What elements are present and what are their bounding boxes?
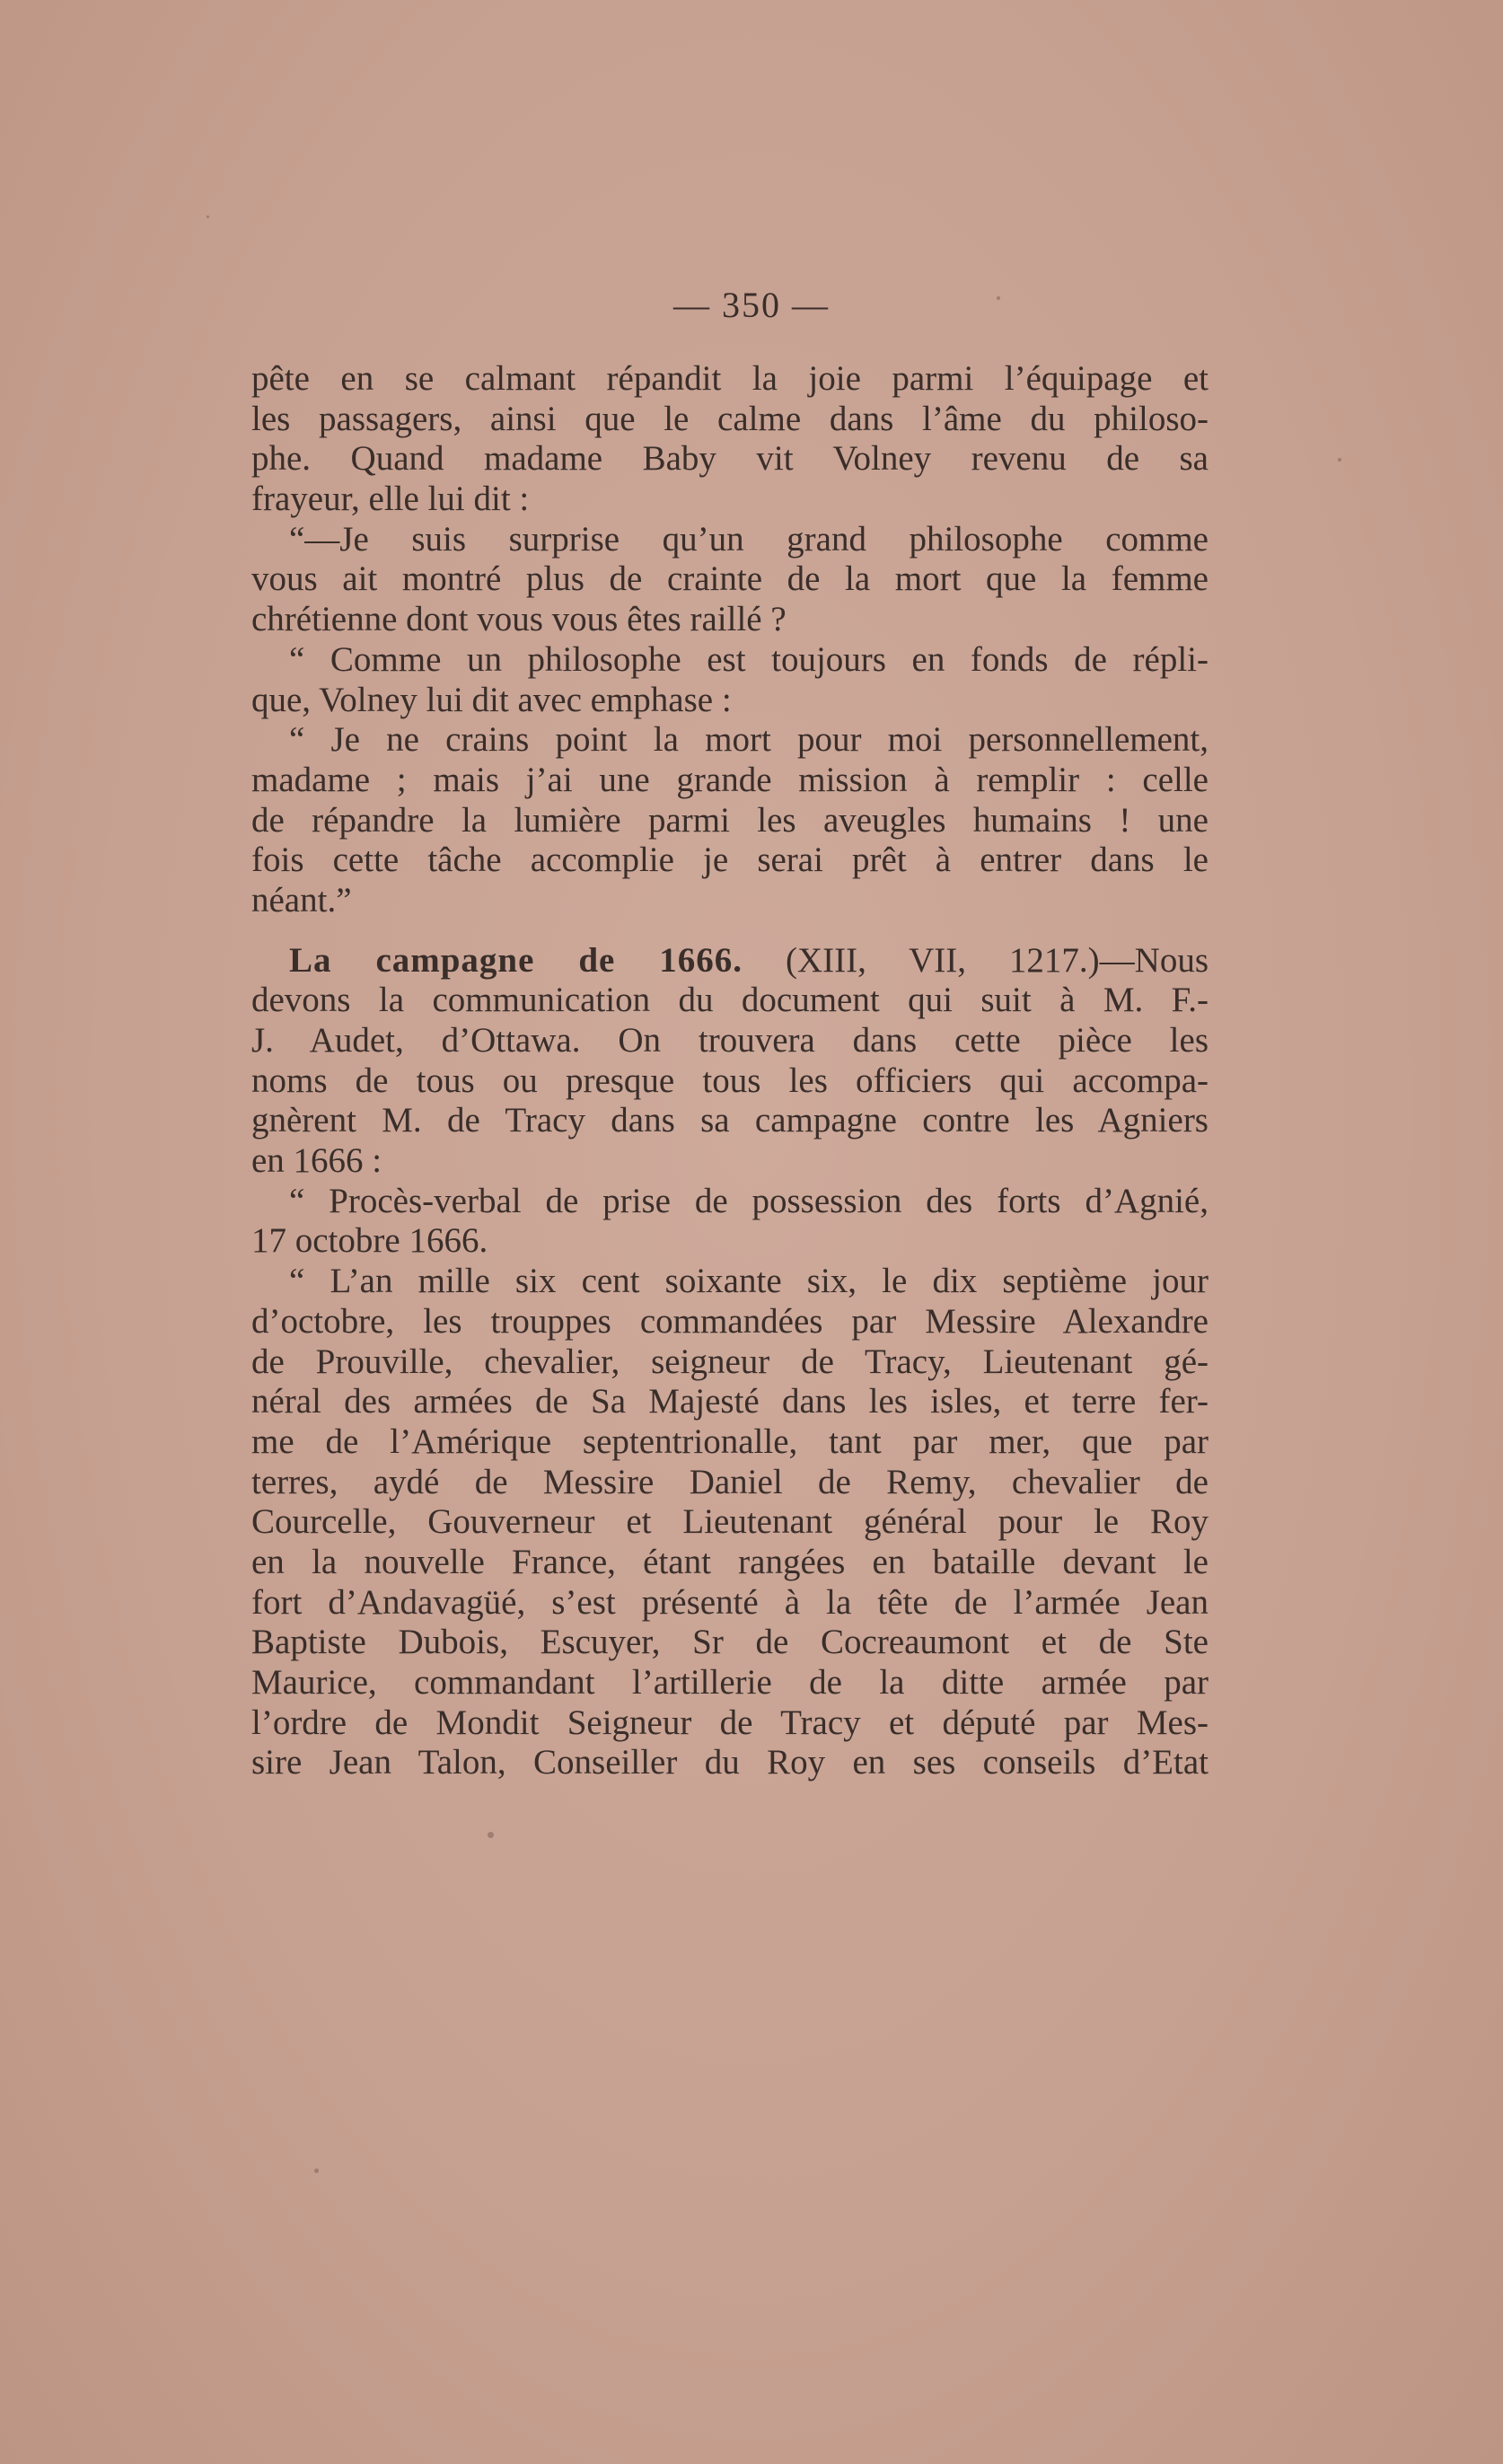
- text-line: “ Procès-verbal de prise de possession des forts d’Agnié,: [289, 1181, 1209, 1220]
- text-line: fois cette tâche accomplie je serai prêt à entrer dans le: [251, 840, 1209, 880]
- text-line: “ Comme un philosophe est toujours en fonds de répli-: [289, 639, 1209, 679]
- text-line: madame ; mais j’ai une grande mission à remplir : celle: [251, 760, 1209, 799]
- page-number: — 350 —: [673, 285, 830, 325]
- text-line: “—Je suis surprise qu’un grand philosophe comme: [289, 519, 1209, 559]
- text-line: J. Audet, d’Ottawa. On trouvera dans cette pièce les: [251, 1021, 1209, 1060]
- text-line: 17 octobre 1666.: [251, 1221, 488, 1261]
- text-line: d’octobre, les trouppes commandées par Messire Alexandre: [251, 1301, 1209, 1341]
- text-line: “ Je ne crains point la mort pour moi personnellement,: [289, 720, 1209, 760]
- section-heading: La campagne de 1666.: [289, 940, 743, 980]
- text-line: de Prouville, chevalier, seigneur de Tracy, Lieutenant gé-: [251, 1342, 1209, 1381]
- text-line: Maurice, commandant l’artillerie de la ditte armée par: [251, 1663, 1209, 1702]
- section-heading-reference: (XIII, VII, 1217.)—Nous: [743, 940, 1209, 980]
- text-line: en 1666 :: [251, 1141, 382, 1181]
- text-line: néral des armées de Sa Majesté dans les isles, et terre fer-: [251, 1382, 1209, 1421]
- text-line: terres, aydé de Messire Daniel de Remy, chevalier de: [251, 1462, 1209, 1501]
- text-line: frayeur, elle lui dit :: [251, 480, 530, 519]
- paper-speck: [207, 216, 209, 218]
- text-line: les passagers, ainsi que le calme dans l’âme du philoso-: [251, 399, 1209, 438]
- text-line: pête en se calmant répandit la joie parmi l’équipage et: [251, 359, 1209, 398]
- paper-speck: [1338, 458, 1341, 462]
- text-line: Baptiste Dubois, Escuyer, Sr de Cocreaumont et de Ste: [251, 1623, 1209, 1662]
- text-line: l’ordre de Mondit Seigneur de Tracy et député par Mes-: [251, 1703, 1209, 1742]
- paper-speck: [314, 2169, 319, 2173]
- text-line: de répandre la lumière parmi les aveugles humains ! une: [251, 800, 1209, 840]
- paper-speck: [488, 1832, 494, 1838]
- text-line: néant.”: [251, 880, 352, 920]
- text-line: sire Jean Talon, Conseiller du Roy en ses conseils d’Etat: [251, 1743, 1209, 1782]
- text-line: “ L’an mille six cent soixante six, le dix septième jour: [289, 1262, 1209, 1301]
- body-text: [251, 359, 1209, 1783]
- text-line: gnèrent M. de Tracy dans sa campagne contre les Agniers: [251, 1101, 1209, 1140]
- section-heading-line: [251, 941, 1209, 981]
- text-line: fort d’Andavagüé, s’est présenté à la tête de l’armée Jean: [251, 1582, 1209, 1622]
- text-line: vous ait montré plus de crainte de la mort que la femme: [251, 559, 1209, 599]
- text-line: devons la communication du document qui suit à M. F.-: [251, 981, 1209, 1020]
- text-line: noms de tous ou presque tous les officiers qui accompa-: [251, 1060, 1209, 1100]
- text-line: chrétienne dont vous vous êtes raillé ?: [251, 600, 787, 639]
- text-line: phe. Quand madame Baby vit Volney revenu de sa: [251, 439, 1209, 479]
- text-line: me de l’Amérique septentrionalle, tant par mer, que par: [251, 1421, 1209, 1461]
- paper-speck: [997, 296, 1000, 300]
- text-line: que, Volney lui dit avec emphase :: [251, 680, 732, 719]
- text-line: en la nouvelle France, étant rangées en bataille devant le: [251, 1542, 1209, 1581]
- text-line: Courcelle, Gouverneur et Lieutenant général pour le Roy: [251, 1502, 1209, 1542]
